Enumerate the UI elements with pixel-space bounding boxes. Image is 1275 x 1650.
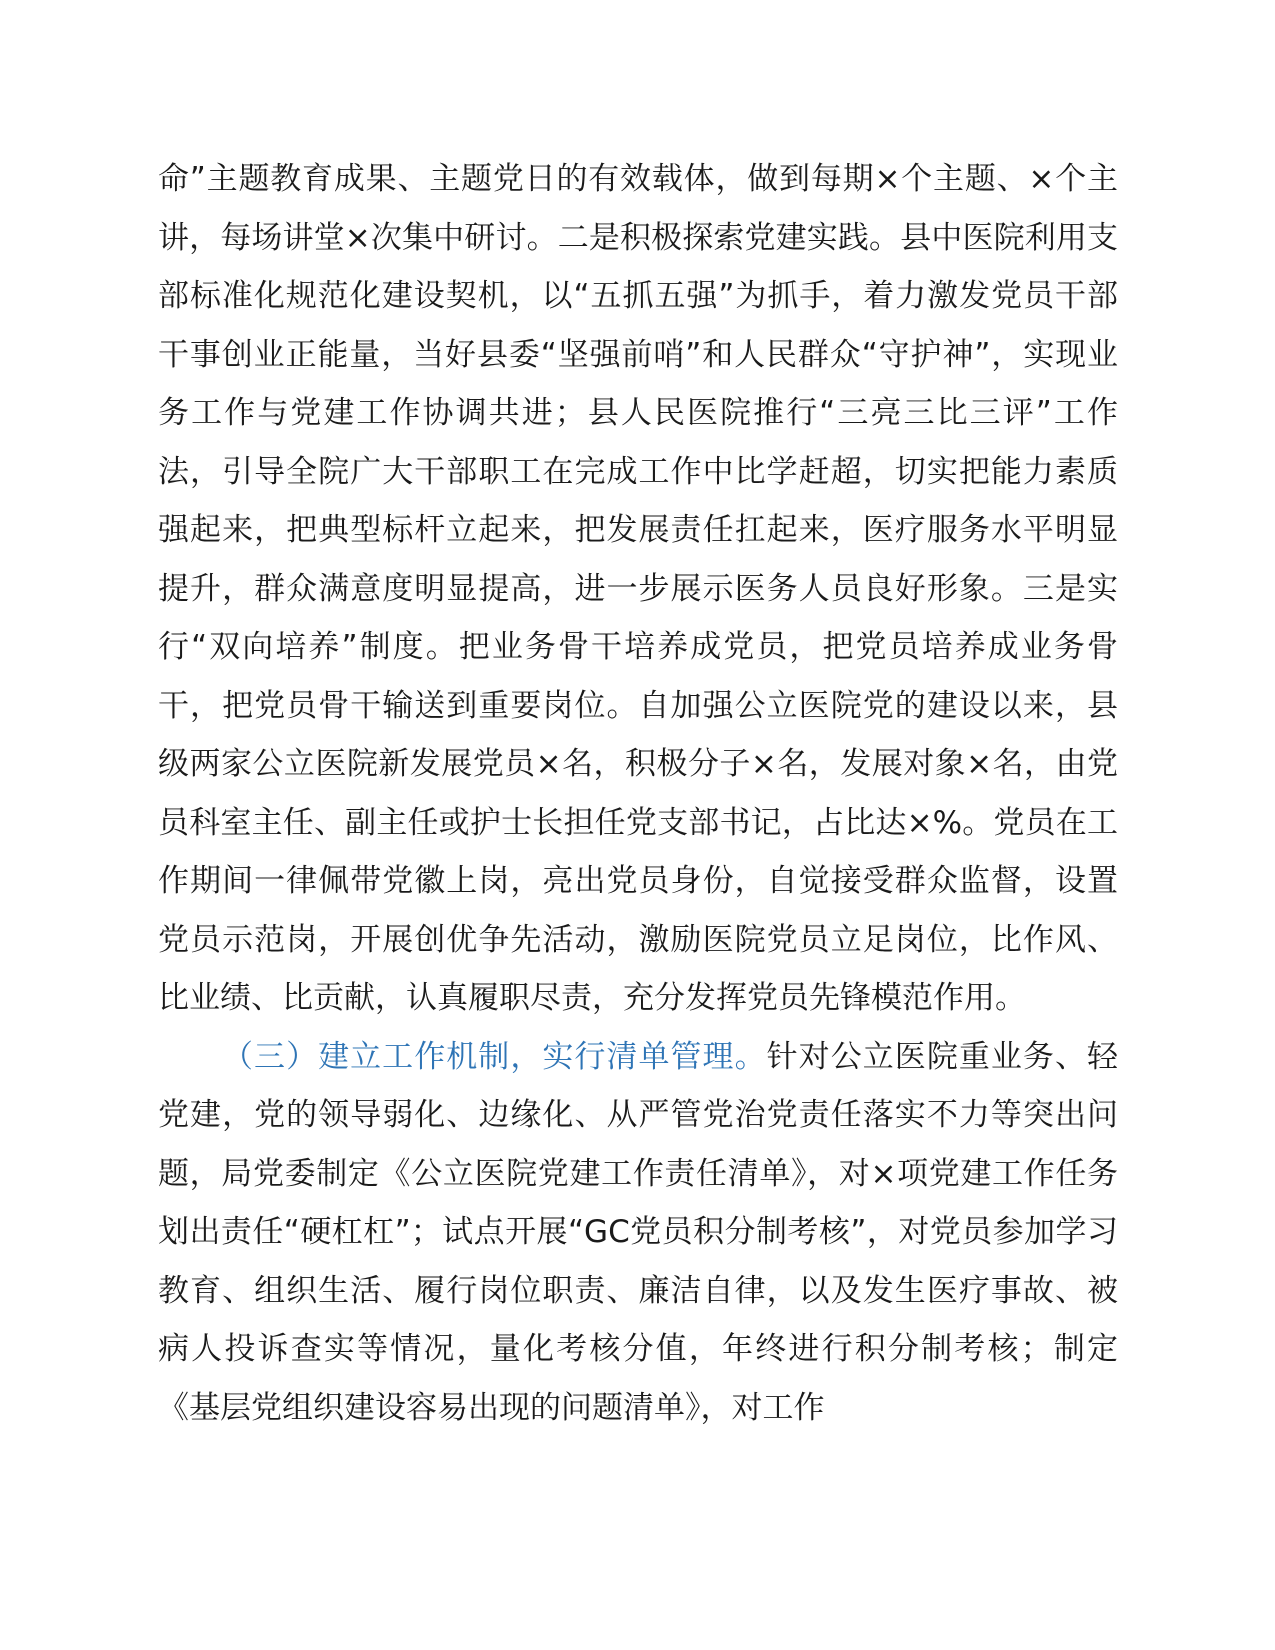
section-heading: （三）建立工作机制，实行清单管理。 [222, 1038, 767, 1075]
paragraph-party-practice [158, 150, 1118, 1028]
paragraph-body: 针对公立医院重业务、轻党建，党的领导弱化、边缘化、从严管党治党责任落实不力等突出问题，局党委制定《公立医院党建工作责任清单》，对×项党建工作任务划出责任“硬杠杠”；试点开展“GC党员积分制考核”，对党员参加学习教育、组织生活、履行岗位职责、廉洁自律，以及发生医疗事故、被病人投诉查实等情况，量化考核分值，年终进行积分制考核；制定《基层党组织建设容易出现的问题清单》，对工作 [158, 1038, 1119, 1426]
body-text [158, 150, 1118, 1437]
paragraph-body: 命”主题教育成果、主题党日的有效载体，做到每期×个主题、×个主讲，每场讲堂×次集中研讨。二是积极探索党建实践。县中医院利用支部标准化规范化建设契机，以“五抓五强”为抓手，着力激发党员干部干事创业正能量，当好县委“坚强前哨”和人民群众“守护神”，实现业务工作与党建工作协调共进；县人民医院推行“三亮三比三评”工作法，引导全院广大干部职工在完成工作中比学赶超，切实把能力素质强起来，把典型标杆立起来，把发展责任扛起来，医疗服务水平明显提升，群众满意度明显提高，进一步展示医务人员良好形象。三是实行“双向培养”制度。把业务骨干培养成党员，把党员培养成业务骨干，把党员骨干输送到重要岗位。自加强公立医院党的建设以来，县级两家公立医院新发展党员×名，积极分子×名，发展对象×名，由党员科室主任、副主任或护士长担任党支部书记，占比达×%。党员在工作期间一律佩带党徽上岗，亮出党员身份，自觉接受群众监督，设置党员示范岗，开展创优争先活动，激励医院党员立足岗位，比作风、比业绩、比贡献，认真履职尽责，充分发挥党员先锋模范作用。 [158, 161, 1118, 1016]
paragraph-work-mechanism [158, 1028, 1118, 1438]
